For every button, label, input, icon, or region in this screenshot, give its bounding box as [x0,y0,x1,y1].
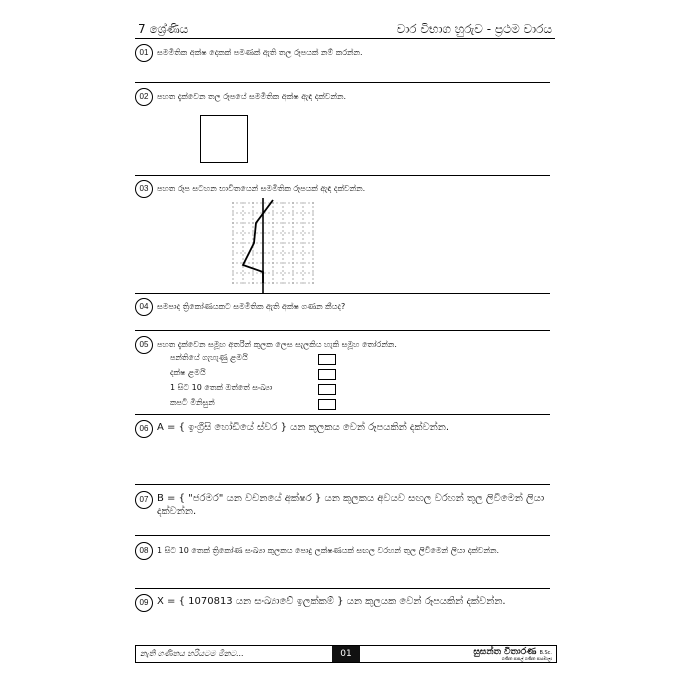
exam-title: වාර විභාග හුරුව - ප්‍රථම වාරය [396,22,552,36]
set-option [170,398,215,409]
answer-line [135,82,550,83]
author-subtitle: ගණිත පාසල් ගණිත පාඨමාලා [501,656,552,661]
question-number: 06 [135,420,153,438]
question-text: සමමිතික අක්ෂ දෙකක් පමණක් ඇති තල රූපයක් නම් කරන්න. [157,48,363,57]
set-option-label: දක්ෂ ළමයි [170,368,206,377]
footer-slogan: නැති ගණිතය හරියටම මීනට... [140,649,244,658]
set-option-checkbox[interactable] [318,399,336,410]
answer-line [135,293,550,294]
question-number: 02 [135,88,153,106]
answer-line [135,414,550,415]
question-number: 03 [135,180,153,198]
page-number: 01 [332,646,360,662]
question-text: X = { 1070813 යන සංඛ්‍යාවේ ඉලක්කම් } යන කුලයක වෙන් රූපයකින් දක්වන්න. [157,596,506,607]
question-text: 1 සිට 10 තෙක් ත්‍රිකෝණ සංඛ්‍යා කුලකය පොදු ලක්ෂණයක් සඟල වරහන් තුල ලිවීමෙන් ලියා දක්වන්න. [157,546,500,555]
question-text: සමපාද ත්‍රිකෝණයකට සමමිතික ඇති අක්ෂ ගණන කීයද? [157,302,346,311]
page-footer [135,645,557,663]
question-number: 08 [135,542,153,560]
question-text: පහත දැක්වෙන තල රූපයේ සමමිතික අක්ෂ ඇඳ දක්වන්න. [157,92,347,101]
author-name-text: සුසන්ත විතාරණ [473,647,537,657]
set-option-label: 1 සිට 10 තෙක් ඔත්තේ සංඛ්‍යා [170,383,273,392]
question-text: පහත දැක්වෙන සමූහ අතරින් කුලක ලෙස සැලකිය හැකි සමූහ තෝරන්න. [157,340,397,349]
square-figure [200,115,248,163]
symmetry-grid-figure [228,198,318,294]
grade-label: 7 ශ්‍රේණිය [138,22,189,36]
question-text: A = { ඉංග්‍රීසි හෝඩියේ ස්වර } යන කුලකය වෙන් රූපයකින් දක්වන්න. [157,422,450,433]
set-option [170,368,206,379]
set-option [170,353,248,364]
answer-line [135,484,550,485]
question-number: 04 [135,298,153,316]
answer-line [135,535,550,536]
set-option [170,383,272,394]
answer-line [135,330,550,331]
set-option-checkbox[interactable] [318,384,336,395]
answer-line [135,175,550,176]
question-text: පහත රූප සටහන භාවිතයෙන් සමමිතික රූපයක් ඇඳ දක්වන්න. [157,184,366,193]
half-shape-outline [243,200,273,283]
set-option-label: කපටි මිනිසුන් [170,398,215,407]
answer-line [135,588,550,589]
author-degree: B.Sc. [539,650,552,656]
question-number: 01 [135,44,153,62]
question-number: 05 [135,336,153,354]
question-number: 07 [135,491,153,509]
set-option-checkbox[interactable] [318,354,336,365]
set-option-checkbox[interactable] [318,369,336,380]
question-text: B = { "ජරමර" යන වචනයේ අක්ෂර } යන කුලකය අවයව සඟල වරහන් තුල ලිවීමෙන් ලියා දක්වන්න. [157,493,545,517]
set-option-label: පන්තියේ ගැහැණු ළමයි [170,353,248,362]
question-number: 09 [135,594,153,612]
header-divider [135,38,555,39]
